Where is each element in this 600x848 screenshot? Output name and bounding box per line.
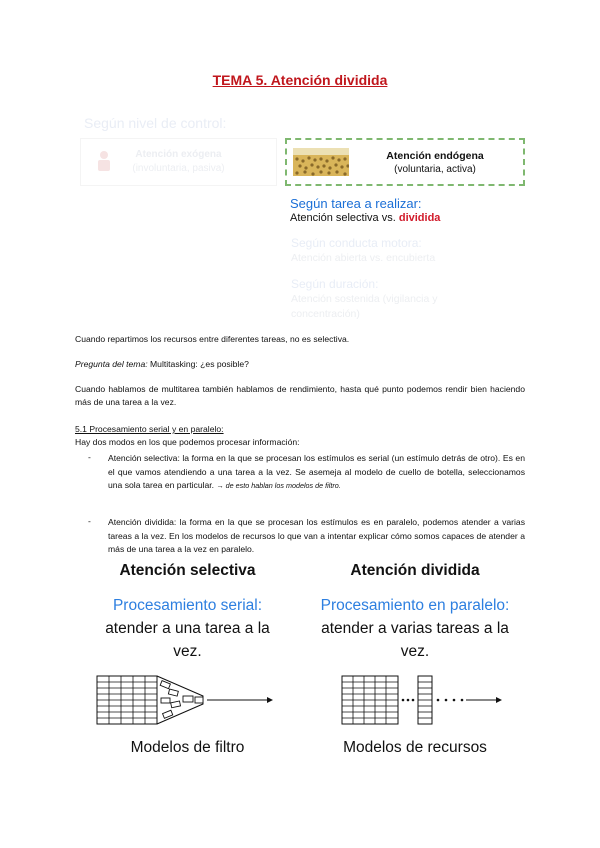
tarea-highlight: dividida xyxy=(398,212,441,224)
duracion-heading: Según duración: xyxy=(291,277,379,291)
page-title: TEMA 5. Atención dividida xyxy=(212,72,388,88)
paragraph-1: Cuando repartimos los recursos entre diferentes tareas, no es selectiva. xyxy=(75,334,350,344)
bullet-selectiva-note: → de esto hablan los modelos de filtro. xyxy=(216,481,341,490)
tarea-line xyxy=(290,212,440,224)
motora-line: Atención abierta vs. encubierta xyxy=(291,252,436,264)
bullet-selectiva-text: Atención selectiva: la forma en la que se procesan los estímulos es serial (un estímulo detrás de otro). Es en el que vamos atendiendo a una tarea a la vez. Se asemeja al modelo de cuello de botella, seleccionamos una sola tarea en particular. xyxy=(108,453,525,490)
question-label: Pregunta del tema: xyxy=(75,359,148,369)
parallel-channels-diagram xyxy=(336,672,506,728)
paragraph-question xyxy=(75,358,525,371)
bottleneck-diagram xyxy=(95,672,275,728)
tarea-prefix: Atención selectiva vs. xyxy=(290,212,399,224)
figure-left-title: Atención selectiva xyxy=(119,562,256,579)
figure-right-line-2: vez. xyxy=(400,643,430,660)
figure-left-label: Modelos de filtro xyxy=(130,739,245,756)
figure-right-heading: Procesamiento en paralelo: xyxy=(320,597,510,614)
duracion-line-1: Atención sostenida (vigilancia y xyxy=(291,293,438,305)
duracion-line-2: concentración) xyxy=(291,308,360,320)
endogena-box xyxy=(285,138,525,186)
figure-left-line-1: atender a una tarea a la xyxy=(105,620,270,637)
figure-right-line-1: atender a varias tareas a la xyxy=(321,620,509,637)
figure-left-line-2: vez. xyxy=(173,643,202,660)
endogena-title: Atención endógena xyxy=(386,150,484,162)
section-heading: 5.1 Procesamiento serial y en paralelo: xyxy=(75,424,224,434)
endogena-subtitle: (voluntaria, activa) xyxy=(394,164,476,175)
bullet-dash-2: - xyxy=(88,516,91,526)
bullet-selectiva xyxy=(108,452,525,493)
tarea-heading: Según tarea a realizar: xyxy=(290,196,422,211)
bullet-dividida: Atención dividida: la forma en la que se procesan los estímulos es en paralelo, podemos atender a varias tareas a la vez. En los modelos de recursos lo que van a intentar explicar cómo somos capaces de atender a más de una tarea a la vez en paralelo. xyxy=(108,517,525,554)
crowd-photo xyxy=(293,148,349,176)
exogena-box xyxy=(80,138,277,186)
motora-heading: Según conducta motora: xyxy=(291,236,422,250)
figure-left-heading: Procesamiento serial: xyxy=(112,597,263,614)
figure-right-label: Modelos de recursos xyxy=(343,739,487,756)
paragraph-3: Cuando hablamos de multitarea también hablamos de rendimiento, hasta qué punto podemos rendir bien haciendo más de una tarea a la vez. xyxy=(75,384,525,407)
section-intro: Hay dos modos en los que podemos procesar información: xyxy=(75,437,300,447)
bullet-dash-1: - xyxy=(88,452,91,462)
figure-right-title: Atención dividida xyxy=(350,562,480,579)
exogena-subtitle: (involuntaria, pasiva) xyxy=(132,163,225,174)
control-heading: Según nivel de control: xyxy=(84,115,227,131)
question-text: Multitasking: ¿es posible? xyxy=(147,359,249,369)
exogena-title: Atención exógena xyxy=(135,149,222,160)
